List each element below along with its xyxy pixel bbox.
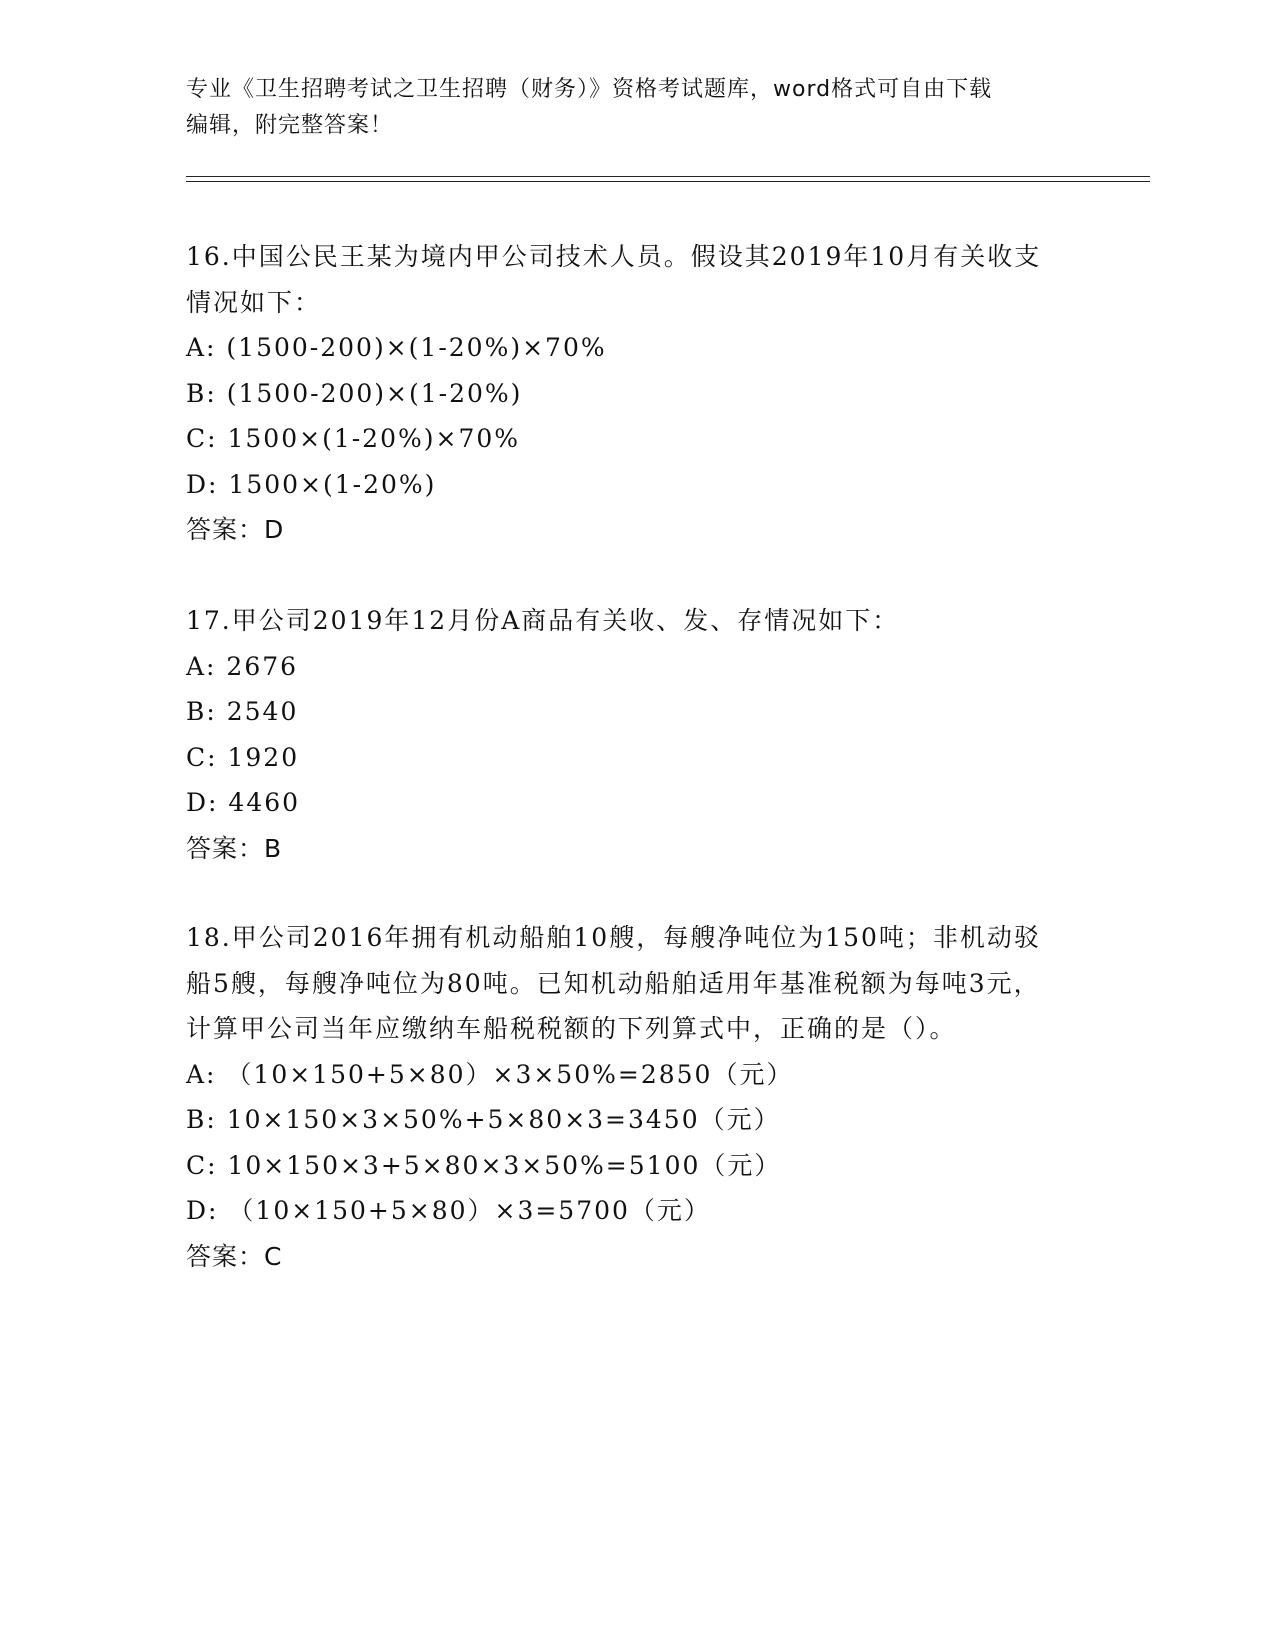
header-divider-top [186,176,1150,177]
option-d: D: 1500×(1-20%) [186,469,437,499]
answer: 答案：C [186,1241,283,1271]
question-stem: 17.甲公司2019年12月份A商品有关收、发、存情况如下： [186,606,900,635]
option-b: B: 10×150×3×50%+5×80×3=3450（元） [186,1105,781,1134]
option-a: A: 2676 [186,651,299,681]
option-d: D: （10×150+5×80）×3=5700（元） [186,1196,711,1225]
document-header [186,72,1066,144]
header-line-2: 编辑，附完整答案！ [186,113,394,138]
option-c: C: 1920 [186,742,300,772]
question-18 [186,915,1066,1279]
option-a: A: (1500-200)×(1-20%)×70% [186,333,607,362]
question-16 [186,234,1066,553]
option-b: B: 2540 [186,697,299,726]
option-c: C: 1500×(1-20%)×70% [186,424,521,453]
answer: 答案：D [186,515,285,544]
option-b: B: (1500-200)×(1-20%) [186,378,523,408]
option-a: A: （10×150+5×80）×3×50%=2850（元） [186,1059,794,1089]
header-line-1: 专业《卫生招聘考试之卫生招聘（财务）》资格考试题库，word格式可自由下载 [186,77,993,102]
question-stem: 16.中国公民王某为境内甲公司技术人员。假设其2019年10月有关收支情况如下： [186,242,1042,317]
question-stem: 18.甲公司2016年拥有机动船舶10艘，每艘净吨位为150吨；非机动驳船5艘，每艘净吨位为80吨。已知机动船舶适用年基准税额为每吨3元，计算甲公司当年应缴纳车船税税额的下列算式中，正确的是（）。 [186,923,1041,1043]
question-17 [186,598,1066,871]
header-divider-bottom [186,181,1150,182]
option-d: D: 4460 [186,788,301,817]
option-c: C: 10×150×3+5×80×3×50%=5100（元） [186,1150,782,1180]
answer: 答案：B [186,833,283,863]
